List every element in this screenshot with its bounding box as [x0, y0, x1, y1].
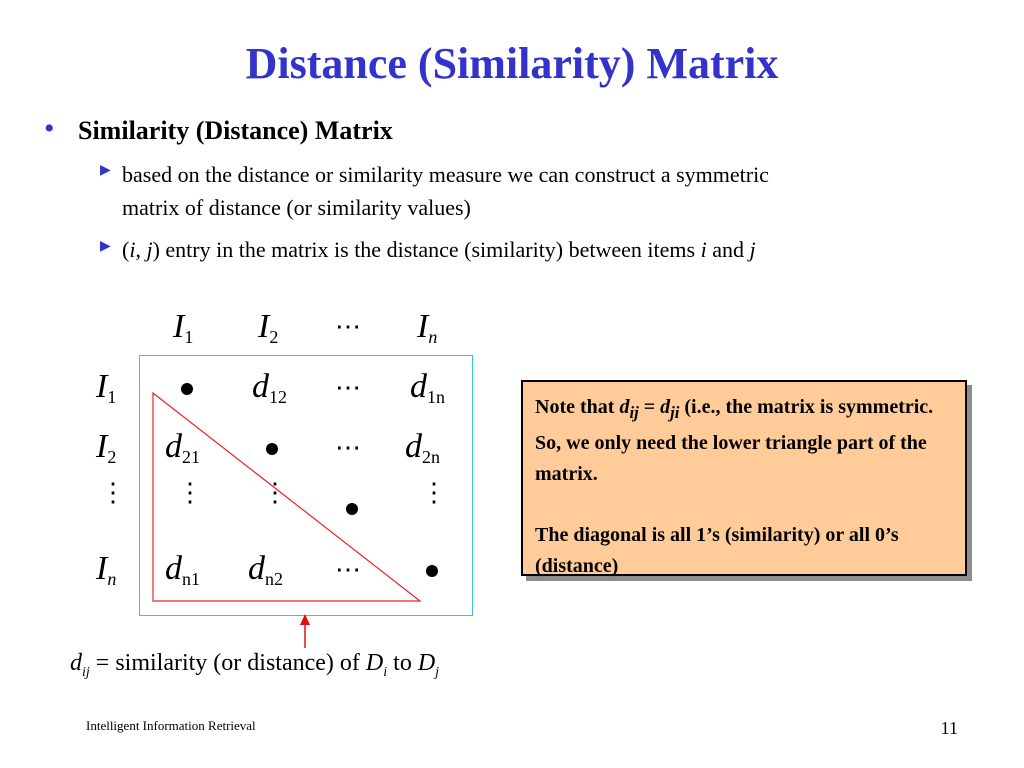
cell-d12: $d_{12}$: [252, 368, 287, 407]
sub-bullet-arrow-icon: ▶: [100, 239, 111, 254]
row-header-2: $I_2$: [96, 428, 117, 467]
diagonal-dot: [426, 565, 438, 577]
page-number: 11: [940, 718, 958, 738]
cell-dn1: $d_{n1}$: [165, 550, 200, 589]
coln-vdots: ⋮: [421, 478, 447, 507]
col2-vdots: ⋮: [262, 478, 288, 507]
footer-text: Intelligent Information Retrieval: [86, 718, 256, 733]
col-header-ellipsis: ⋯: [335, 312, 363, 341]
note-box: [521, 380, 967, 576]
cell-d1n: $d_{1n}$: [410, 368, 445, 407]
sub-bullet-1-line1: based on the distance or similarity measure we can construct a symmetric: [122, 162, 769, 187]
slide-title: Distance (Similarity) Matrix: [245, 39, 779, 88]
diagonal-dot: [181, 383, 193, 395]
col1-vdots: ⋮: [177, 478, 203, 507]
col-header-1: $I_1$: [173, 308, 194, 347]
note-paragraph-1: Note that $d_{ij} = d_{ji}$ (i.e., the matrix is symmetric. So, we only need the lower triangle part of the matrix.: [535, 396, 934, 485]
cell-dn2: $d_{n2}$: [248, 550, 283, 589]
rown-ellipsis: ⋯: [335, 555, 363, 584]
row2-ellipsis: ⋯: [335, 433, 363, 462]
col-header-n: $I_n$: [417, 308, 438, 347]
row-header-1: $I_1$: [96, 368, 117, 407]
bullet-dot-icon: •: [44, 112, 55, 145]
note-paragraph-2: The diagonal is all 1’s (similarity) or all 0’s (distance): [535, 524, 899, 577]
sub-bullet-2: (i, j) entry in the matrix is the distance (similarity) between items i and j: [122, 237, 756, 262]
cell-d21: $d_{21}$: [165, 428, 200, 467]
row-header-vdots: ⋮: [100, 478, 126, 507]
cell-d2n: $d_{2n}$: [405, 428, 440, 467]
diagonal-dot: [346, 503, 358, 515]
row-header-n: $I_n$: [96, 550, 117, 589]
diagonal-dot: [266, 443, 278, 455]
col-header-2: $I_2$: [258, 308, 279, 347]
sub-bullet-1-line2: matrix of distance (or similarity values): [122, 195, 471, 220]
sub-bullet-arrow-icon: ▶: [100, 163, 111, 178]
bullet-heading: Similarity (Distance) Matrix: [78, 116, 393, 145]
row1-ellipsis: ⋯: [335, 373, 363, 402]
definition-formula: $d_{ij}$ = similarity (or distance) of $D_i$ to $D_j$: [70, 650, 440, 680]
arrow-head: [300, 614, 310, 625]
